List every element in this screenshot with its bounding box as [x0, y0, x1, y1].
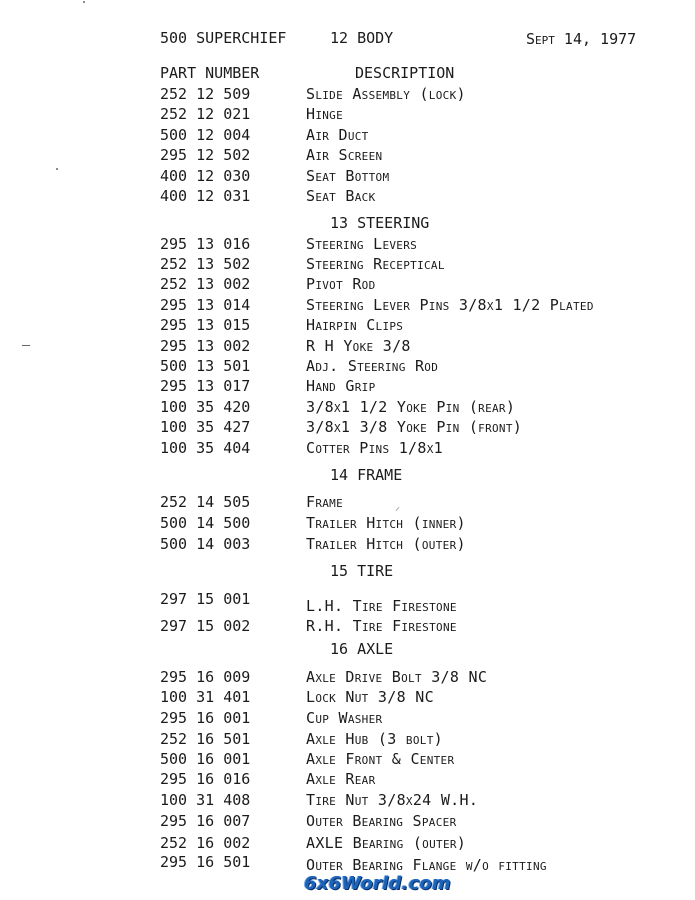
part-description: Outer Bearing Spacer	[306, 812, 457, 830]
part-description: 3/8x1 1/2 Yoke Pin (rear)	[306, 398, 516, 416]
part-number: 295 16 016	[160, 770, 251, 788]
part-number: 400 12 030	[160, 167, 251, 185]
part-number: 100 31 408	[160, 791, 251, 809]
part-description: AXLE Bearing (outer)	[306, 834, 467, 852]
pen-mark-icon: ⸝	[395, 502, 400, 513]
part-number: 295 13 014	[160, 296, 251, 314]
column-header-part-number: PART NUMBER	[160, 64, 260, 82]
part-row	[0, 493, 695, 513]
document-date: Sept 14, 1977	[526, 30, 637, 48]
part-row	[0, 853, 695, 873]
part-row	[0, 668, 695, 688]
column-header-description: DESCRIPTION	[355, 64, 455, 82]
site-watermark: 6x6World.com	[304, 873, 451, 894]
part-number: 500 16 001	[160, 750, 251, 768]
part-description: Hand Grip	[306, 377, 376, 395]
part-description: Axle Drive Bolt 3/8 NC	[306, 668, 488, 686]
part-description: Cup Washer	[306, 709, 383, 727]
part-description: Axle Hub (3 bolt)	[306, 730, 443, 748]
part-row	[0, 834, 695, 854]
part-description: Steering Receptical	[306, 255, 445, 273]
part-row	[0, 187, 695, 207]
part-row	[0, 377, 695, 397]
part-number: 297 15 002	[160, 617, 251, 635]
part-row	[0, 514, 695, 534]
part-description: Seat Bottom	[306, 167, 390, 185]
part-description: Adj. Steering Rod	[306, 357, 439, 375]
part-row	[0, 770, 695, 790]
part-row	[0, 146, 695, 166]
part-row	[0, 85, 695, 105]
part-number: 252 12 021	[160, 105, 251, 123]
part-number: 252 16 501	[160, 730, 251, 748]
part-row	[0, 255, 695, 275]
part-number: 295 16 007	[160, 812, 251, 830]
part-description: Axle Front & Center	[306, 750, 455, 768]
part-description: Tire Nut 3/8x24 W.H.	[306, 791, 479, 809]
part-number: 252 13 002	[160, 275, 251, 293]
part-description: Slide Assembly (lock)	[306, 85, 466, 103]
part-row	[0, 126, 695, 146]
part-row	[0, 418, 695, 438]
scan-speck	[22, 345, 30, 346]
part-number: 295 13 016	[160, 235, 251, 253]
part-description: Air Screen	[306, 146, 383, 164]
part-row	[0, 235, 695, 255]
part-number: 252 14 505	[160, 493, 251, 511]
part-number: 295 16 501	[160, 853, 251, 871]
part-number: 500 13 501	[160, 357, 251, 375]
part-description: Axle Rear	[306, 770, 376, 788]
part-number: 500 14 003	[160, 535, 251, 553]
part-number: 252 13 502	[160, 255, 251, 273]
part-number: 295 16 009	[160, 668, 251, 686]
scan-speck	[56, 168, 58, 170]
part-description: L.H. Tire Firestone	[306, 597, 457, 615]
part-number: 295 13 002	[160, 337, 251, 355]
part-description: Frame	[306, 493, 344, 511]
part-row	[0, 730, 695, 750]
part-description: R H Yoke 3/8	[306, 337, 411, 355]
part-description: Hairpin Clips	[306, 316, 404, 334]
section-title-axle: 16 AXLE	[330, 640, 394, 658]
part-number: 297 15 001	[160, 590, 251, 608]
part-description: Steering Levers	[306, 235, 418, 253]
part-number: 295 16 001	[160, 709, 251, 727]
part-row	[0, 709, 695, 729]
part-row	[0, 105, 695, 125]
part-row	[0, 439, 695, 459]
part-description: Outer Bearing Flange w/o fitting	[306, 856, 547, 874]
part-row	[0, 535, 695, 555]
part-row	[0, 296, 695, 316]
part-number: 500 14 500	[160, 514, 251, 532]
part-description: Cotter Pins 1/8x1	[306, 439, 443, 457]
section-title-tire: 15 TIRE	[330, 562, 394, 580]
part-number: 400 12 031	[160, 187, 251, 205]
part-description: Lock Nut 3/8 NC	[306, 688, 434, 706]
part-number: 100 35 427	[160, 418, 251, 436]
part-row	[0, 812, 695, 832]
part-row	[0, 357, 695, 377]
part-number: 295 13 017	[160, 377, 251, 395]
part-number: 295 13 015	[160, 316, 251, 334]
part-row	[0, 791, 695, 811]
section-title-frame: 14 FRAME	[330, 466, 403, 484]
part-number: 100 31 401	[160, 688, 251, 706]
part-description: Trailer Hitch (inner)	[306, 514, 466, 532]
part-row	[0, 167, 695, 187]
part-description: Steering Lever Pins 3/8x1 1/2 Plated	[306, 296, 594, 314]
part-row	[0, 275, 695, 295]
part-description: R.H. Tire Firestone	[306, 617, 457, 635]
part-row	[0, 617, 695, 637]
part-description: 3/8x1 3/8 Yoke Pin (front)	[306, 418, 523, 436]
part-number: 252 16 002	[160, 834, 251, 852]
part-number: 500 12 004	[160, 126, 251, 144]
part-row	[0, 590, 695, 615]
part-number: 295 12 502	[160, 146, 251, 164]
part-number: 100 35 420	[160, 398, 251, 416]
part-row	[0, 398, 695, 418]
section-title-body: 12 BODY	[330, 29, 394, 47]
part-row	[0, 688, 695, 708]
part-description: Trailer Hitch (outer)	[306, 535, 466, 553]
scan-speck	[83, 1, 85, 3]
model-title: 500 SUPERCHIEF	[160, 29, 287, 47]
part-row	[0, 316, 695, 336]
part-row	[0, 337, 695, 357]
part-number: 100 35 404	[160, 439, 251, 457]
part-description: Seat Back	[306, 187, 376, 205]
part-description: Pivot Rod	[306, 275, 376, 293]
section-title-steering: 13 STEERING	[330, 214, 430, 232]
part-number: 252 12 509	[160, 85, 251, 103]
part-row	[0, 750, 695, 770]
part-description: Hinge	[306, 105, 344, 123]
part-description: Air Duct	[306, 126, 369, 144]
